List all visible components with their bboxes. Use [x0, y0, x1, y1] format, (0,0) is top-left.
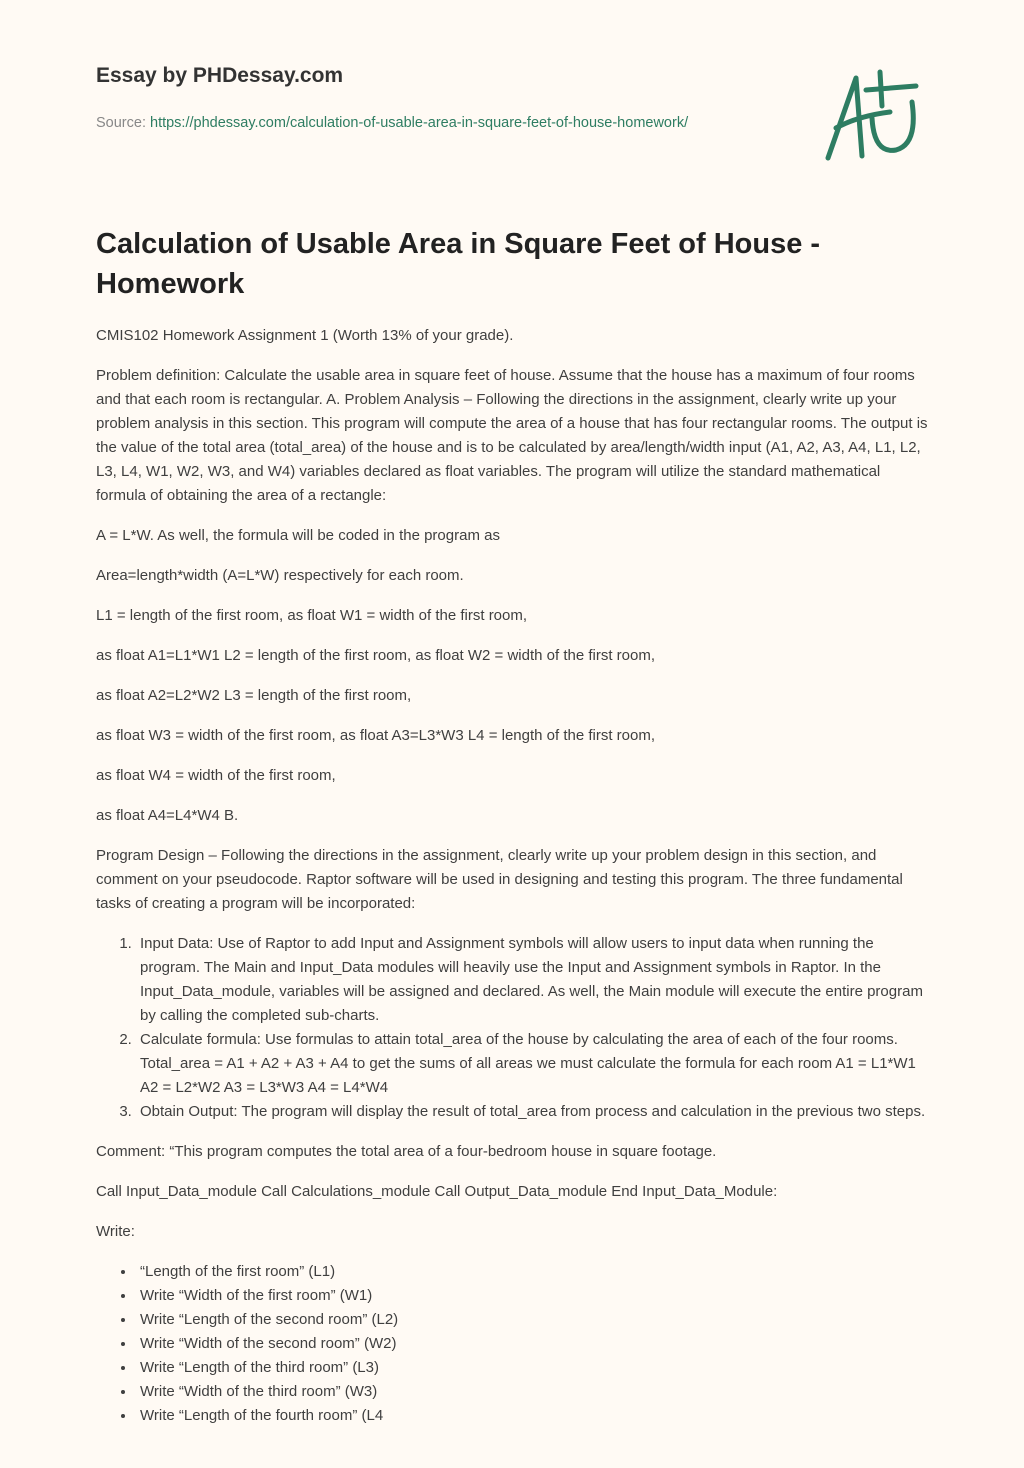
list-item: • Write “Length of the fourth room” (L4 [136, 1404, 932, 1428]
paragraph: CMIS102 Homework Assignment 1 (Worth 13% of your grade). [96, 327, 514, 344]
site-brand: Essay by PHDessay.com [96, 64, 344, 87]
write-statements-list [96, 1260, 932, 1428]
paragraph: Write: [96, 1223, 135, 1240]
program-tasks-list [96, 932, 932, 1124]
paragraph: as float A2=L2*W2 L3 = length of the first room, [96, 687, 412, 704]
paragraph: as float A1=L1*W1 L2 = length of the first room, as float W2 = width of the first room, [96, 647, 656, 664]
source-line [96, 111, 736, 135]
a-plus-logo-icon [818, 66, 928, 166]
paragraph: as float W4 = width of the first room, [96, 767, 336, 784]
essay-body [96, 324, 932, 1428]
list-item: • Write “Length of the second room” (L2) [136, 1308, 932, 1332]
list-item: 1. Input Data: Use of Raptor to add Input and Assignment symbols will allow users to input data when running the program. The Main and Input_Data modules will heavily use the Input and Assignment symbols in Raptor. In the Input_Data_module, variables will be assigned and declared. As well, the Main module will execute the entire program by calling the completed sub-charts. [136, 932, 932, 1028]
essay-title: Calculation of Usable Area in Square Feet of House - Homework [96, 228, 821, 300]
list-item: 2. Calculate formula: Use formulas to attain total_area of the house by calculating the area of each of the four rooms. Total_area = A1 + A2 + A3 + A4 to get the sums of all areas we must calculate the formula for each room A1 = L1*W1 A2 = L2*W2 A3 = L3*W3 A4 = L4*W4 [136, 1028, 932, 1100]
paragraph: as float A4=L4*W4 B. [96, 807, 239, 824]
paragraph: L1 = length of the first room, as float W1 = width of the first room, [96, 607, 528, 624]
list-item: • Write “Width of the first room” (W1) [136, 1284, 932, 1308]
paragraph: Call Input_Data_module Call Calculations_module Call Output_Data_module End Input_Data_Module: [96, 1183, 778, 1200]
paragraph: Area=length*width (A=L*W) respectively for each room. [96, 567, 464, 584]
list-item: 3. Obtain Output: The program will display the result of total_area from process and calculation in the previous two steps. [136, 1100, 932, 1124]
list-item: • Write “Length of the third room” (L3) [136, 1356, 932, 1380]
paragraph: as float W3 = width of the first room, as float A3=L3*W3 L4 = length of the first room, [96, 727, 656, 744]
paragraph: Program Design – Following the directions in the assignment, clearly write up your problem design in this section, and comment on your pseudocode. Raptor software will be used in designing and testing this program. The three fundamental tasks of creating a program will be incorporated: [96, 847, 903, 912]
list-item: • Write “Width of the second room” (W2) [136, 1332, 932, 1356]
list-item: • “Length of the first room” (L1) [136, 1260, 932, 1284]
source-link[interactable]: https://phdessay.com/calculation-of-usable-area-in-square-feet-of-house-homework/ [150, 115, 689, 131]
source-label: Source: [96, 115, 150, 131]
paragraph: A = L*W. As well, the formula will be coded in the program as [96, 527, 500, 544]
list-item: • Write “Width of the third room” (W3) [136, 1380, 932, 1404]
paragraph: Comment: “This program computes the total area of a four-bedroom house in square footage. [96, 1143, 717, 1160]
paragraph: Problem definition: Calculate the usable area in square feet of house. Assume that the house has a maximum of four rooms and that each room is rectangular. A. Problem Analysis – Following the directions in the assignment, clearly write up your problem analysis in this section. This program will compute the area of a house that has four rectangular rooms. The output is the value of the total area (total_area) of the house and is to be calculated by area/length/width input (A1, A2, A3, A4, L1, L2, L3, L4, W1, W2, W3, and W4) variables declared as float variables. The program will utilize the standard mathematical formula of obtaining the area of a rectangle: [96, 367, 928, 504]
